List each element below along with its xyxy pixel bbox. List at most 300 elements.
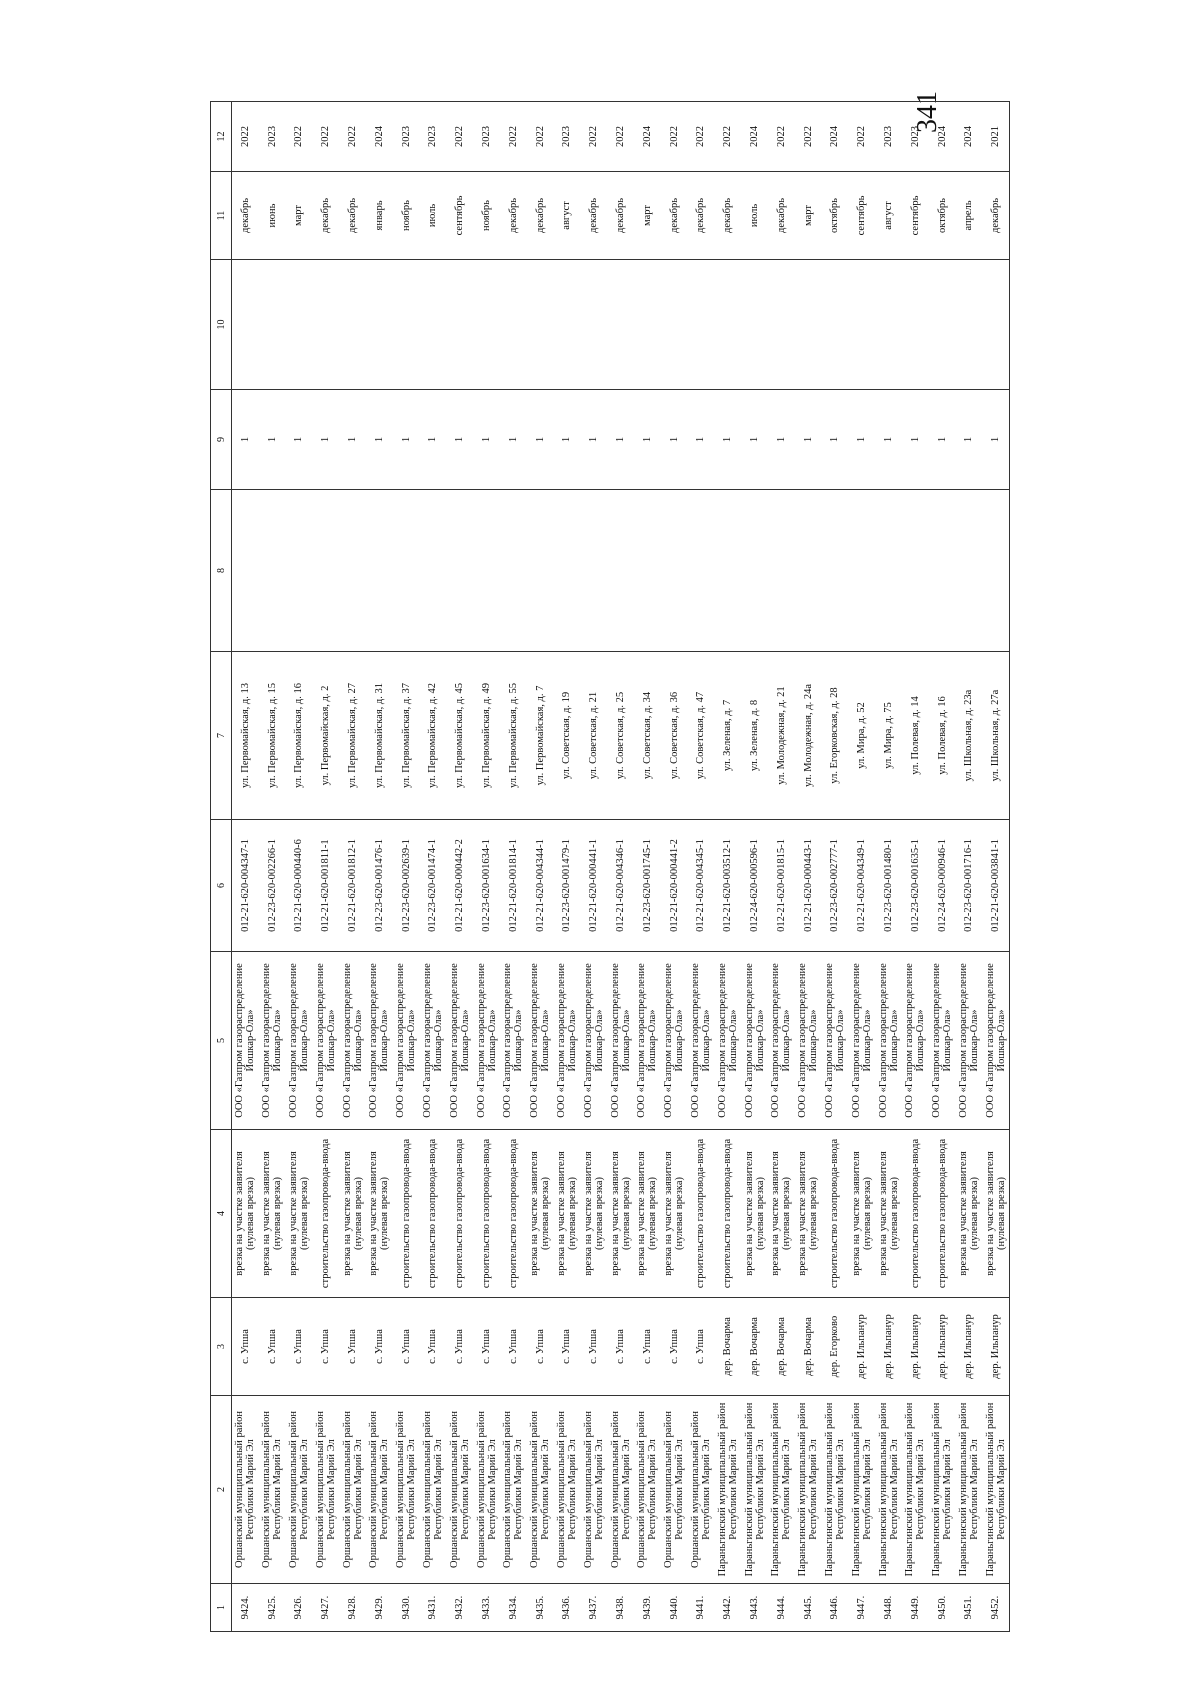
settlement-cell: с. Упша <box>527 1298 554 1396</box>
address-cell: ул. Советская, д. 19 <box>554 652 581 820</box>
address-cell: ул. Зеленая, д. 8 <box>741 652 768 820</box>
district-cell: Оршанский муниципальный район Республики Марий Эл <box>527 1396 554 1584</box>
column-header-10: 10 <box>211 260 232 390</box>
organization-cell: ООО «Газпром газораспределение Йошкар-Ола» <box>232 952 259 1130</box>
application-code-cell: 012-21-620-004344-1 <box>527 820 554 952</box>
count-cell: 1 <box>741 390 768 490</box>
organization-cell: ООО «Газпром газораспределение Йошкар-Ола» <box>446 952 473 1130</box>
row-number: 9435. <box>527 1584 554 1632</box>
organization-cell: ООО «Газпром газораспределение Йошкар-Ола» <box>795 952 822 1130</box>
organization-cell: ООО «Газпром газораспределение Йошкар-Ола» <box>580 952 607 1130</box>
year-cell: 2023 <box>393 102 420 172</box>
year-cell: 2024 <box>634 102 661 172</box>
work-type-cell: врезка на участке заявителя (нулевая врезка) <box>607 1130 634 1298</box>
row-number: 9424. <box>232 1584 259 1632</box>
work-type-cell: врезка на участке заявителя (нулевая врезка) <box>795 1130 822 1298</box>
organization-cell: ООО «Газпром газораспределение Йошкар-Ола» <box>554 952 581 1130</box>
year-cell: 2022 <box>446 102 473 172</box>
settlement-cell: с. Упша <box>312 1298 339 1396</box>
col8-cell <box>688 490 715 652</box>
year-cell: 2023 <box>420 102 447 172</box>
year-cell: 2023 <box>473 102 500 172</box>
district-cell: Оршанский муниципальный район Республики Марий Эл <box>500 1396 527 1584</box>
year-cell: 2022 <box>714 102 741 172</box>
table-row <box>286 102 313 1632</box>
address-cell: ул. Советская, д. 21 <box>580 652 607 820</box>
application-code-cell: 012-21-620-000441-2 <box>661 820 688 952</box>
table-row <box>232 102 259 1632</box>
application-code-cell: 012-21-620-000440-6 <box>286 820 313 952</box>
column-header-12: 12 <box>211 102 232 172</box>
col8-cell <box>580 490 607 652</box>
month-cell: ноябрь <box>473 172 500 260</box>
address-cell: ул. Первомайская, д. 13 <box>232 652 259 820</box>
work-type-cell: врезка на участке заявителя (нулевая врезка) <box>875 1130 902 1298</box>
month-cell: декабрь <box>500 172 527 260</box>
year-cell: 2022 <box>848 102 875 172</box>
column-header-6: 6 <box>211 820 232 952</box>
settlement-cell: с. Упша <box>634 1298 661 1396</box>
work-type-cell: строительство газопровода-ввода <box>473 1130 500 1298</box>
month-cell: декабрь <box>768 172 795 260</box>
month-cell: декабрь <box>527 172 554 260</box>
district-cell: Параньгинский муниципальный район Республики Марий Эл <box>902 1396 929 1584</box>
organization-cell: ООО «Газпром газораспределение Йошкар-Ола» <box>634 952 661 1130</box>
row-number: 9440. <box>661 1584 688 1632</box>
district-cell: Оршанский муниципальный район Республики Марий Эл <box>473 1396 500 1584</box>
work-type-cell: врезка на участке заявителя (нулевая врезка) <box>366 1130 393 1298</box>
month-cell: декабрь <box>312 172 339 260</box>
work-type-cell: строительство газопровода-ввода <box>822 1130 849 1298</box>
year-cell: 2022 <box>286 102 313 172</box>
header-row <box>211 102 232 1632</box>
address-cell: ул. Полевая, д. 16 <box>929 652 956 820</box>
organization-cell: ООО «Газпром газораспределение Йошкар-Ола» <box>366 952 393 1130</box>
col8-cell <box>795 490 822 652</box>
row-number: 9437. <box>580 1584 607 1632</box>
month-cell: ноябрь <box>393 172 420 260</box>
address-cell: ул. Советская, д. 47 <box>688 652 715 820</box>
table-row <box>500 102 527 1632</box>
count-cell: 1 <box>554 390 581 490</box>
organization-cell: ООО «Газпром газораспределение Йошкар-Ола» <box>661 952 688 1130</box>
settlement-cell: с. Упша <box>473 1298 500 1396</box>
column-header-8: 8 <box>211 490 232 652</box>
col10-cell <box>259 260 286 390</box>
settlement-cell: с. Упша <box>420 1298 447 1396</box>
col8-cell <box>956 490 983 652</box>
year-cell: 2022 <box>580 102 607 172</box>
settlement-cell: с. Упша <box>339 1298 366 1396</box>
address-cell: ул. Советская, д. 25 <box>607 652 634 820</box>
application-code-cell: 012-21-620-001815-1 <box>768 820 795 952</box>
work-type-cell: врезка на участке заявителя (нулевая врезка) <box>768 1130 795 1298</box>
year-cell: 2024 <box>822 102 849 172</box>
row-number: 9434. <box>500 1584 527 1632</box>
application-code-cell: 012-21-620-003841-1 <box>982 820 1009 952</box>
work-type-cell: строительство газопровода-ввода <box>312 1130 339 1298</box>
address-cell: ул. Мира, д. 52 <box>848 652 875 820</box>
row-number: 9426. <box>286 1584 313 1632</box>
year-cell: 2024 <box>741 102 768 172</box>
row-number: 9442. <box>714 1584 741 1632</box>
row-number: 9443. <box>741 1584 768 1632</box>
col8-cell <box>286 490 313 652</box>
col10-cell <box>473 260 500 390</box>
district-cell: Параньгинский муниципальный район Республики Марий Эл <box>982 1396 1009 1584</box>
organization-cell: ООО «Газпром газораспределение Йошкар-Ола» <box>982 952 1009 1130</box>
col10-cell <box>875 260 902 390</box>
col8-cell <box>527 490 554 652</box>
application-code-cell: 012-21-620-001814-1 <box>500 820 527 952</box>
row-number: 9450. <box>929 1584 956 1632</box>
table-body <box>232 102 1010 1632</box>
table-row <box>902 102 929 1632</box>
year-cell: 2022 <box>500 102 527 172</box>
district-cell: Оршанский муниципальный район Республики Марий Эл <box>259 1396 286 1584</box>
row-number: 9446. <box>822 1584 849 1632</box>
col10-cell <box>848 260 875 390</box>
row-number: 9439. <box>634 1584 661 1632</box>
work-type-cell: строительство газопровода-ввода <box>446 1130 473 1298</box>
table-row <box>714 102 741 1632</box>
month-cell: декабрь <box>580 172 607 260</box>
row-number: 9431. <box>420 1584 447 1632</box>
month-cell: декабрь <box>339 172 366 260</box>
table-row <box>527 102 554 1632</box>
month-cell: январь <box>366 172 393 260</box>
work-type-cell: врезка на участке заявителя (нулевая врезка) <box>286 1130 313 1298</box>
col8-cell <box>366 490 393 652</box>
year-cell: 2022 <box>688 102 715 172</box>
row-number: 9449. <box>902 1584 929 1632</box>
organization-cell: ООО «Газпром газораспределение Йошкар-Ола» <box>420 952 447 1130</box>
table-row <box>312 102 339 1632</box>
table-row <box>822 102 849 1632</box>
count-cell: 1 <box>661 390 688 490</box>
work-type-cell: врезка на участке заявителя (нулевая врезка) <box>661 1130 688 1298</box>
col10-cell <box>768 260 795 390</box>
organization-cell: ООО «Газпром газораспределение Йошкар-Ола» <box>500 952 527 1130</box>
col10-cell <box>902 260 929 390</box>
count-cell: 1 <box>607 390 634 490</box>
row-number: 9436. <box>554 1584 581 1632</box>
settlement-cell: с. Упша <box>232 1298 259 1396</box>
col10-cell <box>286 260 313 390</box>
count-cell: 1 <box>473 390 500 490</box>
application-code-cell: 012-21-620-004345-1 <box>688 820 715 952</box>
organization-cell: ООО «Газпром газораспределение Йошкар-Ола» <box>259 952 286 1130</box>
address-cell: ул. Первомайская, д. 42 <box>420 652 447 820</box>
work-type-cell: строительство газопровода-ввода <box>500 1130 527 1298</box>
district-cell: Оршанский муниципальный район Республики Марий Эл <box>312 1396 339 1584</box>
col10-cell <box>580 260 607 390</box>
work-type-cell: врезка на участке заявителя (нулевая врезка) <box>527 1130 554 1298</box>
application-code-cell: 012-23-620-001745-1 <box>634 820 661 952</box>
row-number: 9452. <box>982 1584 1009 1632</box>
month-cell: июль <box>420 172 447 260</box>
month-cell: декабрь <box>607 172 634 260</box>
work-type-cell: строительство газопровода-ввода <box>929 1130 956 1298</box>
district-cell: Оршанский муниципальный район Республики Марий Эл <box>366 1396 393 1584</box>
application-code-cell: 012-23-620-001476-1 <box>366 820 393 952</box>
row-number: 9428. <box>339 1584 366 1632</box>
address-cell: ул. Первомайская, д. 37 <box>393 652 420 820</box>
month-cell: декабрь <box>688 172 715 260</box>
table-row <box>580 102 607 1632</box>
year-cell: 2021 <box>982 102 1009 172</box>
settlement-cell: дер. Ильпанур <box>982 1298 1009 1396</box>
count-cell: 1 <box>795 390 822 490</box>
application-code-cell: 012-23-620-002639-1 <box>393 820 420 952</box>
column-header-1: 1 <box>211 1584 232 1632</box>
row-number: 9430. <box>393 1584 420 1632</box>
organization-cell: ООО «Газпром газораспределение Йошкар-Ола» <box>822 952 849 1130</box>
year-cell: 2023 <box>554 102 581 172</box>
application-code-cell: 012-21-620-001811-1 <box>312 820 339 952</box>
settlement-cell: с. Упша <box>580 1298 607 1396</box>
application-code-cell: 012-21-620-003512-1 <box>714 820 741 952</box>
district-cell: Параньгинский муниципальный район Республики Марий Эл <box>929 1396 956 1584</box>
address-cell: ул. Первомайская, д. 31 <box>366 652 393 820</box>
col10-cell <box>366 260 393 390</box>
district-cell: Оршанский муниципальный район Республики Марий Эл <box>688 1396 715 1584</box>
year-cell: 2023 <box>902 102 929 172</box>
application-code-cell: 012-21-620-000443-1 <box>795 820 822 952</box>
column-header-2: 2 <box>211 1396 232 1584</box>
table-row <box>420 102 447 1632</box>
table-row <box>661 102 688 1632</box>
col10-cell <box>688 260 715 390</box>
application-code-cell: 012-21-620-004349-1 <box>848 820 875 952</box>
column-header-7: 7 <box>211 652 232 820</box>
settlement-cell: с. Упша <box>688 1298 715 1396</box>
table-row <box>366 102 393 1632</box>
col10-cell <box>822 260 849 390</box>
district-cell: Оршанский муниципальный район Республики Марий Эл <box>607 1396 634 1584</box>
table-row <box>741 102 768 1632</box>
count-cell: 1 <box>259 390 286 490</box>
col8-cell <box>473 490 500 652</box>
settlement-cell: дер. Вочарма <box>768 1298 795 1396</box>
district-cell: Параньгинский муниципальный район Республики Марий Эл <box>956 1396 983 1584</box>
district-cell: Оршанский муниципальный район Республики Марий Эл <box>420 1396 447 1584</box>
district-cell: Параньгинский муниципальный район Республики Марий Эл <box>795 1396 822 1584</box>
month-cell: декабрь <box>714 172 741 260</box>
work-type-cell: врезка на участке заявителя (нулевая врезка) <box>339 1130 366 1298</box>
col10-cell <box>634 260 661 390</box>
col10-cell <box>741 260 768 390</box>
address-cell: ул. Первомайская, д. 15 <box>259 652 286 820</box>
application-code-cell: 012-23-620-002777-1 <box>822 820 849 952</box>
count-cell: 1 <box>420 390 447 490</box>
district-cell: Параньгинский муниципальный район Республики Марий Эл <box>875 1396 902 1584</box>
count-cell: 1 <box>902 390 929 490</box>
month-cell: октябрь <box>822 172 849 260</box>
col8-cell <box>607 490 634 652</box>
settlement-cell: дер. Ильпанур <box>875 1298 902 1396</box>
district-cell: Оршанский муниципальный район Республики Марий Эл <box>339 1396 366 1584</box>
col8-cell <box>500 490 527 652</box>
month-cell: сентябрь <box>848 172 875 260</box>
row-number: 9432. <box>446 1584 473 1632</box>
settlement-cell: дер. Ильпанур <box>848 1298 875 1396</box>
table-row <box>848 102 875 1632</box>
month-cell: октябрь <box>929 172 956 260</box>
year-cell: 2024 <box>956 102 983 172</box>
table-row <box>956 102 983 1632</box>
organization-cell: ООО «Газпром газораспределение Йошкар-Ола» <box>688 952 715 1130</box>
address-cell: ул. Школьная, д. 23а <box>956 652 983 820</box>
district-cell: Параньгинский муниципальный район Республики Марий Эл <box>822 1396 849 1584</box>
organization-cell: ООО «Газпром газораспределение Йошкар-Ола» <box>607 952 634 1130</box>
settlement-cell: дер. Егорково <box>822 1298 849 1396</box>
col8-cell <box>232 490 259 652</box>
work-type-cell: строительство газопровода-ввода <box>902 1130 929 1298</box>
address-cell: ул. Мира, д. 75 <box>875 652 902 820</box>
district-cell: Параньгинский муниципальный район Республики Марий Эл <box>741 1396 768 1584</box>
col10-cell <box>393 260 420 390</box>
column-header-9: 9 <box>211 390 232 490</box>
table-row <box>875 102 902 1632</box>
settlement-cell: с. Упша <box>500 1298 527 1396</box>
count-cell: 1 <box>688 390 715 490</box>
address-cell: ул. Школьная, д. 27а <box>982 652 1009 820</box>
settlement-cell: с. Упша <box>259 1298 286 1396</box>
col10-cell <box>929 260 956 390</box>
settlement-cell: дер. Ильпанур <box>929 1298 956 1396</box>
month-cell: март <box>795 172 822 260</box>
work-type-cell: врезка на участке заявителя (нулевая врезка) <box>741 1130 768 1298</box>
district-cell: Оршанский муниципальный район Республики Марий Эл <box>393 1396 420 1584</box>
col10-cell <box>982 260 1009 390</box>
table-row <box>929 102 956 1632</box>
organization-cell: ООО «Газпром газораспределение Йошкар-Ола» <box>473 952 500 1130</box>
col10-cell <box>956 260 983 390</box>
row-number: 9447. <box>848 1584 875 1632</box>
month-cell: декабрь <box>661 172 688 260</box>
application-code-cell: 012-23-620-001716-1 <box>956 820 983 952</box>
count-cell: 1 <box>768 390 795 490</box>
col8-cell <box>420 490 447 652</box>
organization-cell: ООО «Газпром газораспределение Йошкар-Ола» <box>312 952 339 1130</box>
table-row <box>446 102 473 1632</box>
count-cell: 1 <box>286 390 313 490</box>
year-cell: 2023 <box>259 102 286 172</box>
settlement-cell: дер. Вочарма <box>741 1298 768 1396</box>
address-cell: ул. Первомайская, д. 45 <box>446 652 473 820</box>
address-cell: ул. Молодежная, д. 21 <box>768 652 795 820</box>
col10-cell <box>446 260 473 390</box>
organization-cell: ООО «Газпром газораспределение Йошкар-Ола» <box>286 952 313 1130</box>
application-code-cell: 012-23-620-001635-1 <box>902 820 929 952</box>
col8-cell <box>982 490 1009 652</box>
organization-cell: ООО «Газпром газораспределение Йошкар-Ола» <box>902 952 929 1130</box>
address-cell: ул. Егорковская, д. 28 <box>822 652 849 820</box>
year-cell: 2022 <box>607 102 634 172</box>
work-type-cell: строительство газопровода-ввода <box>420 1130 447 1298</box>
year-cell: 2024 <box>929 102 956 172</box>
settlement-cell: дер. Ильпанур <box>902 1298 929 1396</box>
application-code-cell: 012-23-620-001474-1 <box>420 820 447 952</box>
application-code-cell: 012-21-620-000442-2 <box>446 820 473 952</box>
count-cell: 1 <box>848 390 875 490</box>
organization-cell: ООО «Газпром газораспределение Йошкар-Ола» <box>956 952 983 1130</box>
count-cell: 1 <box>875 390 902 490</box>
column-header-4: 4 <box>211 1130 232 1298</box>
year-cell: 2022 <box>661 102 688 172</box>
col8-cell <box>554 490 581 652</box>
month-cell: март <box>634 172 661 260</box>
col10-cell <box>500 260 527 390</box>
address-cell: ул. Первомайская, д. 55 <box>500 652 527 820</box>
row-number: 9441. <box>688 1584 715 1632</box>
work-type-cell: врезка на участке заявителя (нулевая врезка) <box>848 1130 875 1298</box>
table-row <box>982 102 1009 1632</box>
organization-cell: ООО «Газпром газораспределение Йошкар-Ола» <box>768 952 795 1130</box>
application-code-cell: 012-23-620-001634-1 <box>473 820 500 952</box>
application-code-cell: 012-21-620-004346-1 <box>607 820 634 952</box>
col8-cell <box>339 490 366 652</box>
organization-cell: ООО «Газпром газораспределение Йошкар-Ола» <box>393 952 420 1130</box>
settlement-cell: с. Упша <box>661 1298 688 1396</box>
count-cell: 1 <box>822 390 849 490</box>
col10-cell <box>420 260 447 390</box>
col8-cell <box>875 490 902 652</box>
column-header-3: 3 <box>211 1298 232 1396</box>
work-type-cell: врезка на участке заявителя (нулевая врезка) <box>580 1130 607 1298</box>
month-cell: июнь <box>259 172 286 260</box>
application-code-cell: 012-21-620-000441-1 <box>580 820 607 952</box>
col8-cell <box>929 490 956 652</box>
page-number: 341 <box>912 91 943 133</box>
district-cell: Оршанский муниципальный район Республики Марий Эл <box>232 1396 259 1584</box>
col10-cell <box>661 260 688 390</box>
col8-cell <box>446 490 473 652</box>
col10-cell <box>554 260 581 390</box>
application-code-cell: 012-23-620-002266-1 <box>259 820 286 952</box>
district-cell: Оршанский муниципальный район Республики Марий Эл <box>446 1396 473 1584</box>
year-cell: 2022 <box>232 102 259 172</box>
address-cell: ул. Первомайская, д. 16 <box>286 652 313 820</box>
address-cell: ул. Советская, д. 36 <box>661 652 688 820</box>
col10-cell <box>795 260 822 390</box>
district-cell: Параньгинский муниципальный район Республики Марий Эл <box>714 1396 741 1584</box>
year-cell: 2022 <box>795 102 822 172</box>
address-cell: ул. Молодежная, д. 24а <box>795 652 822 820</box>
district-cell: Оршанский муниципальный район Республики Марий Эл <box>661 1396 688 1584</box>
col10-cell <box>607 260 634 390</box>
year-cell: 2022 <box>312 102 339 172</box>
count-cell: 1 <box>580 390 607 490</box>
application-code-cell: 012-23-620-001479-1 <box>554 820 581 952</box>
row-number: 9448. <box>875 1584 902 1632</box>
month-cell: август <box>554 172 581 260</box>
row-number: 9444. <box>768 1584 795 1632</box>
district-cell: Параньгинский муниципальный район Республики Марий Эл <box>768 1396 795 1584</box>
address-cell: ул. Первомайская, д. 27 <box>339 652 366 820</box>
row-number: 9445. <box>795 1584 822 1632</box>
count-cell: 1 <box>982 390 1009 490</box>
year-cell: 2022 <box>339 102 366 172</box>
application-code-cell: 012-24-620-000946-1 <box>929 820 956 952</box>
count-cell: 1 <box>366 390 393 490</box>
settlement-cell: с. Упша <box>446 1298 473 1396</box>
row-number: 9438. <box>607 1584 634 1632</box>
table-row <box>339 102 366 1632</box>
work-type-cell: строительство газопровода-ввода <box>688 1130 715 1298</box>
settlement-cell: с. Упша <box>607 1298 634 1396</box>
